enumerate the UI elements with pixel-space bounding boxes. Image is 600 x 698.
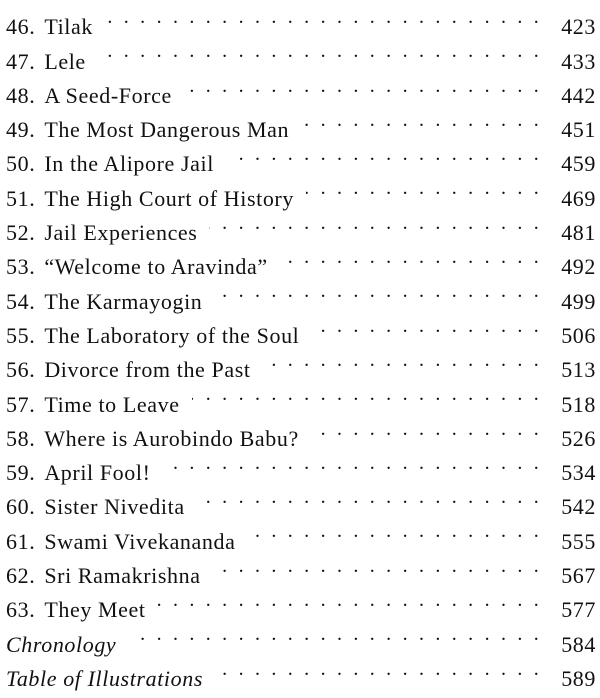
chapter-number: 59. — [6, 460, 36, 486]
toc-entry — [6, 69, 596, 108]
page-number: 555 — [561, 528, 596, 554]
dot-leader — [306, 171, 542, 205]
page-number: 469 — [561, 185, 596, 211]
dot-leader — [163, 446, 542, 480]
page-number: 526 — [561, 425, 596, 451]
chapter-title: The Laboratory of the Soul — [44, 322, 300, 348]
chapter-title: In the Alipore Jail — [44, 151, 214, 177]
chapter-title: Sri Ramakrishna — [44, 563, 201, 589]
dot-leader — [105, 0, 542, 34]
dot-leader — [192, 377, 542, 411]
chapter-title: Jail Experiences — [44, 220, 198, 246]
chapter-number: 54. — [6, 288, 36, 314]
toc-entry — [6, 0, 596, 40]
chapter-number: 58. — [6, 425, 36, 451]
chapter-number: 63. — [6, 597, 36, 623]
page-number: 577 — [561, 597, 596, 623]
chapter-title: April Fool! — [44, 460, 151, 486]
page-number: 513 — [561, 357, 596, 383]
dot-leader — [247, 514, 542, 548]
dot-leader — [197, 480, 542, 514]
page-number: 506 — [561, 322, 596, 348]
page-number: 433 — [561, 48, 596, 74]
chapter-title: Swami Vivekananda — [44, 528, 236, 554]
section-title: Chronology — [6, 631, 117, 657]
section-title: Table of Illustrations — [6, 665, 203, 691]
dot-leader — [184, 69, 542, 103]
dot-leader — [301, 103, 542, 137]
toc-entry — [6, 34, 596, 74]
chapter-title: Time to Leave — [44, 391, 180, 417]
dot-leader — [128, 617, 542, 651]
chapter-number: 56. — [6, 357, 36, 383]
chapter-title: Divorce from the Past — [44, 357, 251, 383]
chapter-title: Sister Nivedita — [44, 494, 185, 520]
chapter-title: The High Court of History — [44, 185, 294, 211]
page-number: 542 — [561, 494, 596, 520]
chapter-number: 61. — [6, 528, 36, 554]
dot-leader — [98, 34, 542, 68]
chapter-title: Where is Aurobindo Babu? — [44, 425, 299, 451]
chapter-number: 52. — [6, 220, 36, 246]
page-number: 584 — [561, 631, 596, 657]
chapter-title: Tilak — [44, 14, 93, 40]
dot-leader — [311, 309, 542, 343]
chapter-number: 50. — [6, 151, 36, 177]
chapter-number: 53. — [6, 254, 36, 280]
chapter-number: 55. — [6, 322, 36, 348]
chapter-title: The Most Dangerous Man — [44, 117, 290, 143]
page-number: 518 — [561, 391, 596, 417]
chapter-number: 48. — [6, 82, 36, 108]
page-number: 459 — [561, 151, 596, 177]
page-number: 451 — [561, 117, 596, 143]
chapter-title: Lele — [44, 48, 86, 74]
page-number: 492 — [561, 254, 596, 280]
chapter-title: “Welcome to Aravinda” — [44, 254, 268, 280]
dot-leader — [158, 583, 542, 617]
page-number: 423 — [561, 14, 596, 40]
dot-leader — [311, 412, 542, 446]
page-number: 534 — [561, 460, 596, 486]
dot-leader — [213, 549, 542, 583]
page-number: 481 — [561, 220, 596, 246]
dot-leader — [226, 137, 542, 171]
chapter-number: 49. — [6, 117, 36, 143]
table-of-contents — [6, 0, 596, 691]
page-number: 567 — [561, 563, 596, 589]
chapter-title: They Meet — [44, 597, 146, 623]
chapter-number: 51. — [6, 185, 36, 211]
chapter-number: 62. — [6, 563, 36, 589]
chapter-number: 60. — [6, 494, 36, 520]
chapter-title: A Seed-Force — [44, 82, 172, 108]
chapter-number: 47. — [6, 48, 36, 74]
page-number: 499 — [561, 288, 596, 314]
page-number: 442 — [561, 82, 596, 108]
page-number: 589 — [561, 665, 596, 691]
dot-leader — [280, 240, 542, 274]
chapter-number: 46. — [6, 14, 36, 40]
dot-leader — [263, 343, 542, 377]
dot-leader — [209, 206, 542, 240]
dot-leader — [215, 652, 542, 686]
chapter-number: 57. — [6, 391, 36, 417]
chapter-title: The Karmayogin — [44, 288, 203, 314]
dot-leader — [214, 274, 542, 308]
